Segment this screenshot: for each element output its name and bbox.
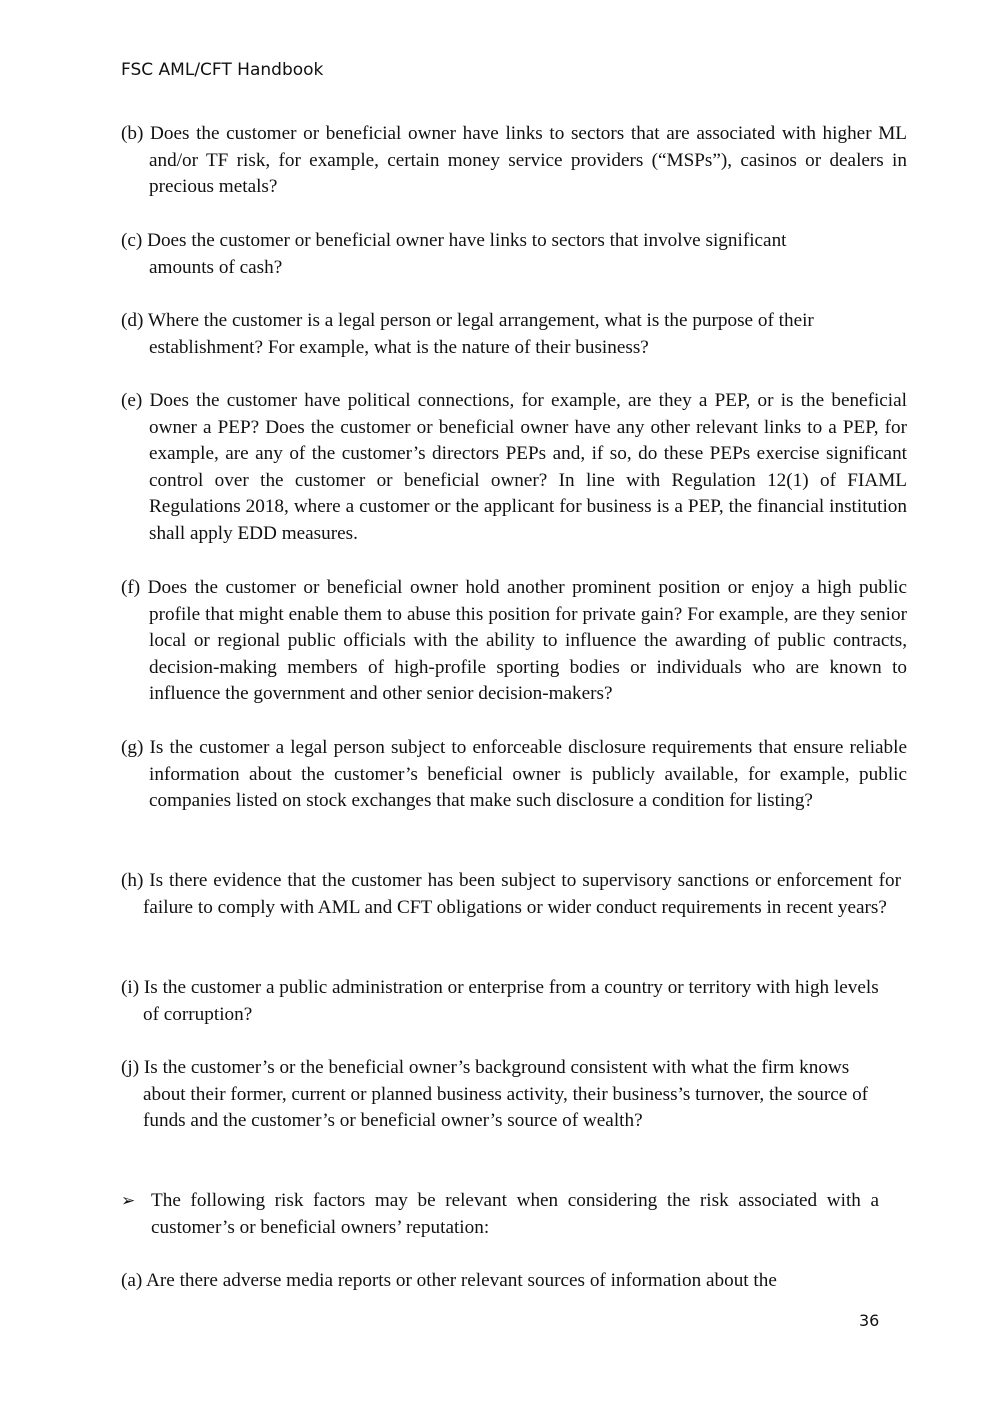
item-label: (e) [121, 390, 143, 411]
risk-factors-bullet [121, 1188, 879, 1241]
list-item-d [121, 308, 884, 361]
item-text: Where the customer is a legal person or legal arrangement, what is the purpose of their establishment? For example, what is the nature of their business? [147, 310, 814, 358]
item-label: (b) [121, 123, 144, 144]
list-item-b [121, 121, 907, 201]
item-text: Does the customer or beneficial owner hold another prominent position or enjoy a high public profile that might enable them to abuse this position for private gain? For example, are they senior local or regional public officials with the ability to influence the awarding of public contracts, decision-making members of high-profile sporting bodies or individuals who are known to influence the government and other senior decision-makers? [147, 577, 907, 705]
item-text: Is there evidence that the customer has been subject to supervisory sanctions or enforcement for failure to comply with AML and CFT obligations or wider conduct requirements in recent years? [143, 870, 901, 918]
item-label: (f) [121, 577, 141, 598]
list-item-f [121, 575, 907, 708]
list-item-g [121, 735, 907, 815]
item-label: (d) [121, 310, 144, 331]
list-item-a [121, 1268, 879, 1295]
item-text: Does the customer or beneficial owner have links to sectors that involve significant amounts of cash? [147, 230, 787, 278]
item-text: Are there adverse media reports or other relevant sources of information about the [146, 1270, 777, 1291]
item-label: (h) [121, 870, 144, 891]
item-text: Is the customer a legal person subject to enforceable disclosure requirements that ensure reliable information about the customer’s beneficial owner is publicly available, for example, public companies listed on stock exchanges that make such disclosure a condition for listing? [149, 737, 908, 812]
item-label: (c) [121, 230, 143, 251]
list-item-i [121, 975, 888, 1028]
list-item-c [121, 228, 849, 281]
list-item-e [121, 388, 907, 548]
list-item-j [121, 1055, 888, 1135]
item-text: Is the customer a public administration or enterprise from a country or territory with high levels of corruption? [143, 977, 879, 1025]
page-number: 36 [859, 1311, 880, 1330]
item-label: (j) [121, 1057, 140, 1078]
item-label: (g) [121, 737, 144, 758]
item-label: (i) [121, 977, 140, 998]
arrow-bullet-icon: ➢ [121, 1191, 136, 1211]
item-text: Is the customer’s or the beneficial owner’s background consistent with what the firm knows about their former, current or planned business activity, their business’s turnover, the source of funds and the customer’s or beneficial owner’s source of wealth? [143, 1057, 869, 1132]
page-header: FSC AML/CFT Handbook [121, 60, 324, 80]
item-label: (a) [121, 1270, 143, 1291]
item-text: Does the customer or beneficial owner have links to sectors that are associated with higher ML and/or TF risk, for example, certain money service providers (“MSPs”), casinos or dealers in precious metals? [149, 123, 907, 198]
list-item-h [121, 868, 901, 921]
bullet-text: The following risk factors may be relevant when considering the risk associated with a customer’s or beneficial owners’ reputation: [151, 1190, 879, 1238]
item-text: Does the customer have political connections, for example, are they a PEP, or is the beneficial owner a PEP? Does the customer or beneficial owner have any other relevant links to a PEP, for example, are any of the customer’s directors PEPs and, if so, do these PEPs exercise significant control over the customer or beneficial owner? In line with Regulation 12(1) of FIAML Regulations 2018, where a customer or the applicant for business is a PEP, the financial institution shall apply EDD measures. [149, 390, 907, 544]
